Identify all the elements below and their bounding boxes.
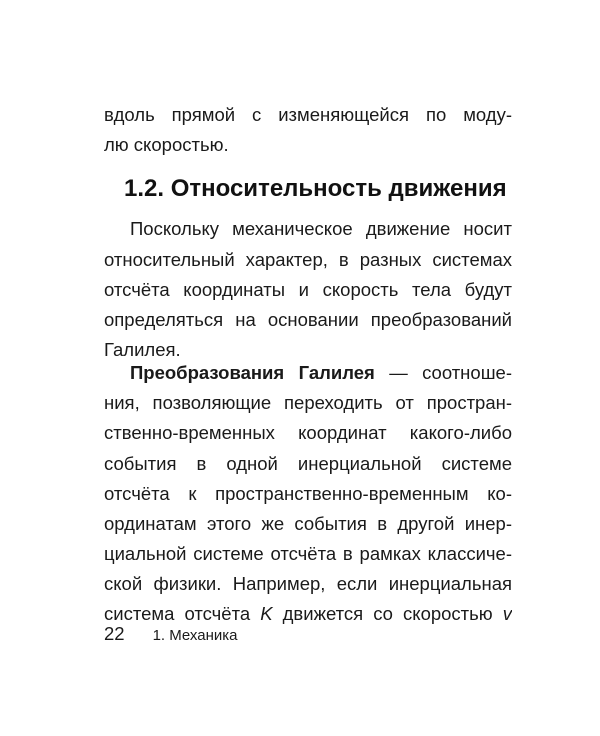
text-line: отсчёта к пространственно-временным ко- xyxy=(104,483,512,504)
page-number: 22 xyxy=(104,623,125,644)
text-line: лю скоростью. xyxy=(104,134,229,155)
text-line: циальной системе отсчёта в рамках классиче- xyxy=(104,543,512,564)
text-span: — соотноше- xyxy=(374,362,512,383)
running-section-title: 1. Механика xyxy=(152,627,238,644)
text-line xyxy=(104,361,512,385)
text-line: ния, позволяющие переходить от простран- xyxy=(104,392,512,413)
text-line: ственно-временных координат какого-либо xyxy=(104,422,512,443)
text-line: Галилея. xyxy=(104,339,181,360)
text-line: ординатам этого же события в другой инер- xyxy=(104,513,512,534)
symbol-K: K xyxy=(260,603,273,624)
text-line: ской физики. Например, если инерциальная xyxy=(104,573,512,594)
text-line: вдоль прямой с изменяющейся по моду- xyxy=(104,104,512,125)
text-line: относительный характер, в разных системах xyxy=(104,249,512,270)
text-line: Поскольку механическое движение носит xyxy=(130,218,512,239)
text-line: события в одной инерциальной системе xyxy=(104,453,512,474)
section-heading: 1.2. Относительность движения xyxy=(124,175,507,202)
page-footer xyxy=(104,622,238,648)
term-bold: Преобразования Галилея xyxy=(130,362,375,383)
text-line: определяться на основании преобразований xyxy=(104,309,512,330)
text-span: система отсчёта xyxy=(104,603,261,624)
symbol-v: v xyxy=(502,603,512,624)
text-span: движется со скоростью xyxy=(272,603,503,624)
text-line: отсчёта координаты и скорость тела будут xyxy=(104,279,512,300)
